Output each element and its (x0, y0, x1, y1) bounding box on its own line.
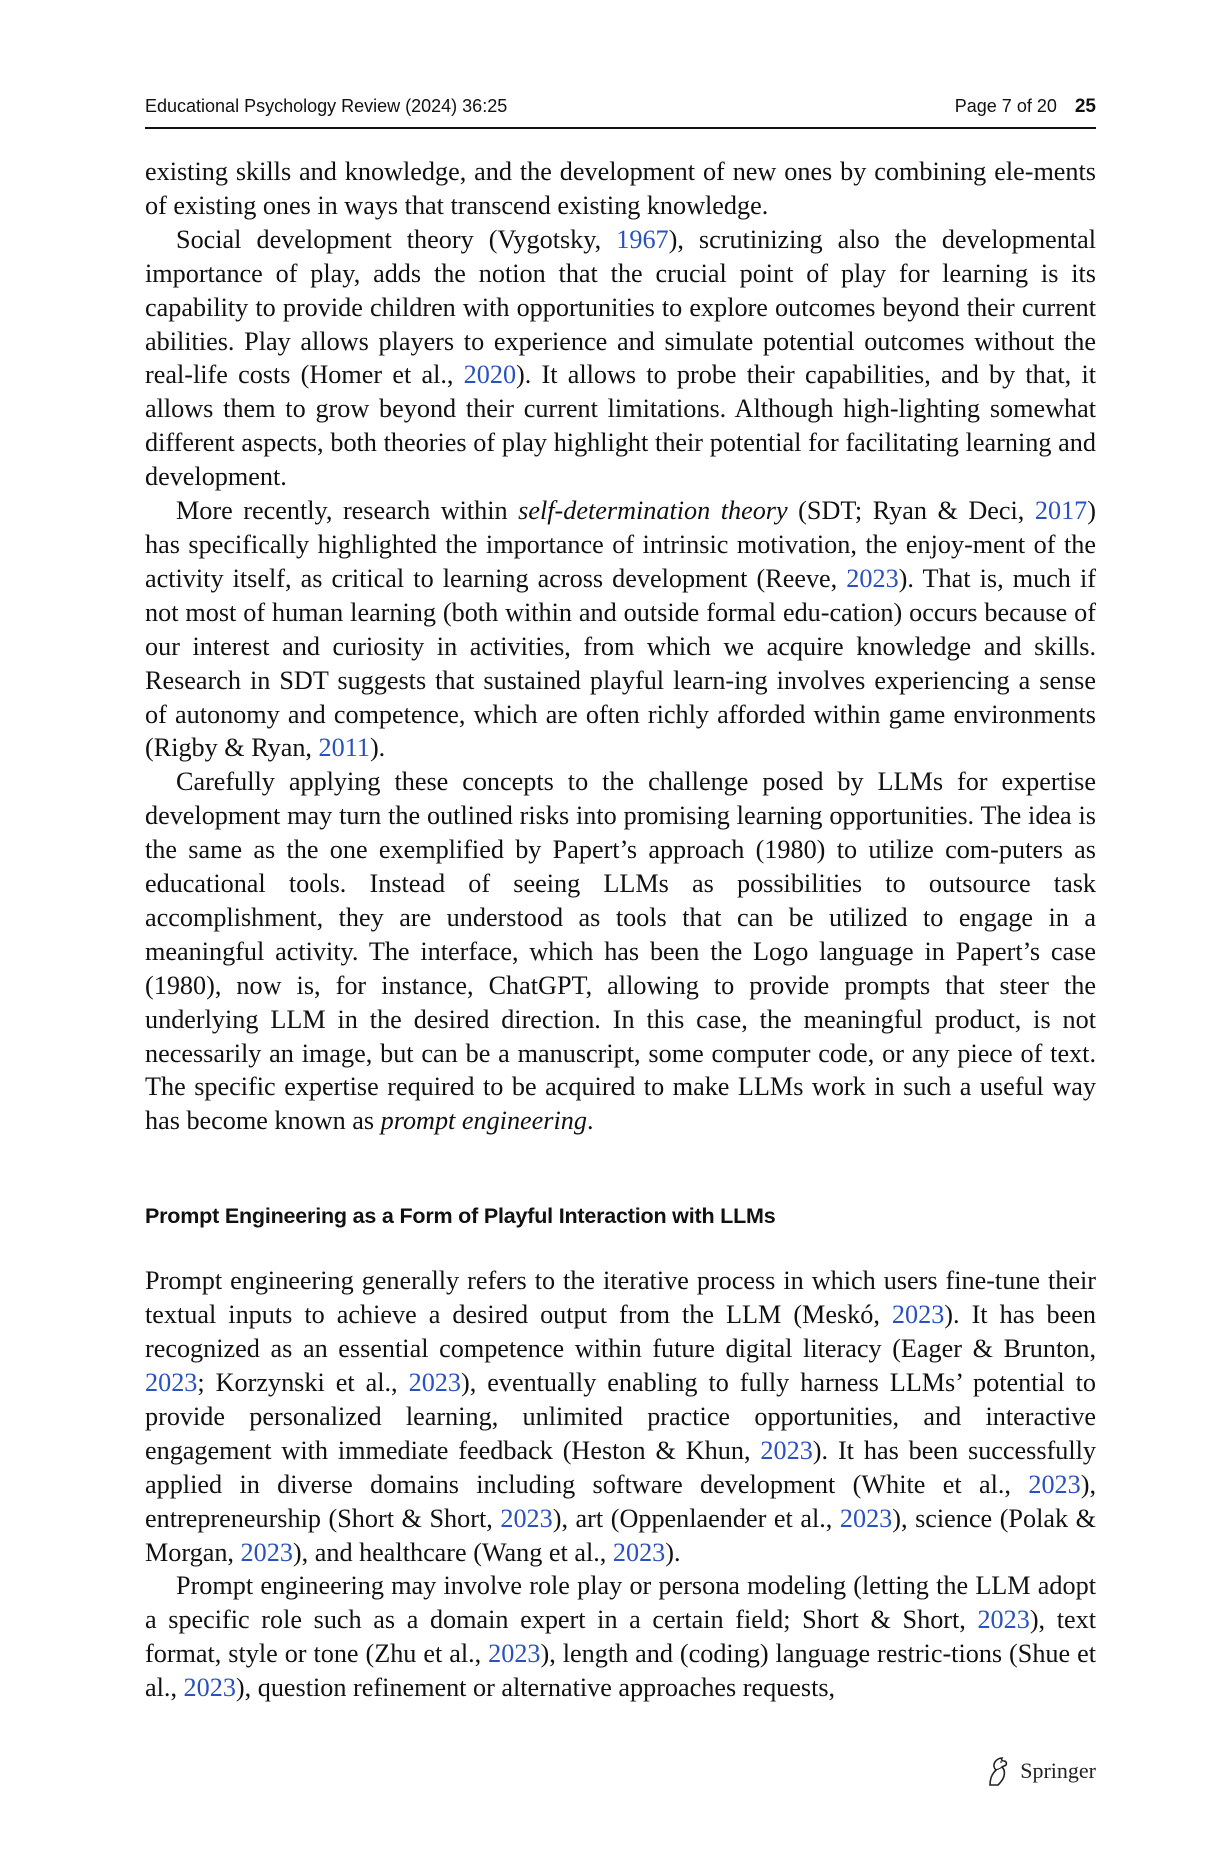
text-run: . (586, 1106, 594, 1136)
text-run: ). It has been successfully applied in diverse domains including software development (White et al., (145, 1435, 1096, 1499)
emphasis-text: prompt engineering (380, 1106, 587, 1136)
citation-link[interactable]: 2023 (1028, 1469, 1081, 1499)
text-run: ). That is, much if not most of human learning (both within and outside formal edu-cation) occurs because of our interest and curiosity in activities, from which we acquire knowledge and skills. Research in SDT suggests that sustained playful learn-ing involves experiencing a sense of autonomy and competence, which are often richly afforded within game environments (Rigby & Ryan, (145, 563, 1096, 763)
paragraph-5 (145, 1264, 1096, 1569)
main-text (145, 155, 1096, 1705)
text-run: ), art (Oppenlaender et al., (552, 1503, 840, 1533)
text-run: Social development theory (Vygotsky, (176, 224, 617, 254)
page-info (955, 96, 1096, 118)
citation-link[interactable]: 2023 (760, 1435, 813, 1465)
text-run: Carefully applying these concepts to the challenge posed by LLMs for expertise development may turn the outlined risks into promising learning opportunities. The idea is the same as the one exemplified by Papert’s approach (1980) to utilize com-puters as educational tools. Instead of seeing LLMs as possibilities to outsource task accomplishment, they are understood as tools that can be utilized to engage in a meaningful activity. The interface, which has been the Logo language in Papert’s case (1980), now is, for instance, ChatGPT, allowing to provide prompts that steer the underlying LLM in the desired direction. In this case, the meaningful product, is not necessarily an image, but can be a manuscript, some computer code, or any piece of text. The specific expertise required to be acquired to make LLMs work in such a useful way has become known as (145, 767, 1096, 1136)
emphasis-text: self-determination theory (518, 496, 788, 526)
citation-link[interactable]: 2011 (318, 733, 370, 763)
page-label: Page 7 of 20 (954, 96, 1057, 116)
text-run: ). (665, 1537, 681, 1567)
paragraph-2 (145, 223, 1096, 494)
text-run: More recently, research within (176, 496, 519, 526)
citation-link[interactable]: 1967 (616, 224, 669, 254)
text-run: ), length and (coding) language restric-tions (Shue et al., (145, 1639, 1096, 1703)
text-run: ) has specifically highlighted the importance of intrinsic motivation, the enjoy-ment of the activity itself, as critical to learning across development (Reeve, (145, 496, 1096, 593)
citation-link[interactable]: 2023 (408, 1368, 461, 1397)
paragraph-1 (145, 155, 1096, 223)
citation-link[interactable]: 2023 (839, 1503, 893, 1533)
paragraph-6 (145, 1569, 1096, 1705)
text-run: ), question refinement or alternative approaches requests, (235, 1673, 836, 1703)
running-header (145, 90, 1096, 124)
text-run: ; Korzynski et al., (197, 1368, 409, 1397)
text-run: ), text format, style or tone (Zhu et al., (145, 1605, 1096, 1669)
citation-link[interactable]: 2023 (240, 1537, 293, 1567)
text-run: ). It allows to probe their capabilities, and by that, it allows them to grow beyond their current limitations. Although high-lighting somewhat different aspects, both theories of play highlight their potential for facilitating learning and development. (145, 360, 1096, 492)
article-number: 25 (1074, 96, 1096, 117)
citation-link[interactable]: 2023 (145, 1368, 198, 1397)
text-run: ), scrutinizing also the developmental importance of play, adds the notion that the crucial point of play for learning is its capability to provide children with opportunities to explore outcomes beyond their current abilities. Play allows players to experience and simulate potential outcomes without the real-life costs (Homer et al., (145, 224, 1096, 390)
citation-link[interactable]: 2023 (488, 1639, 541, 1669)
text-run: ), eventually enabling to fully harness LLMs’ potential to provide personalized learning, unlimited practice opportunities, and interactive engagement with immediate feedback (Heston & Khun, (145, 1368, 1096, 1465)
citation-link[interactable]: 2023 (183, 1673, 236, 1703)
text-run: existing skills and knowledge, and the development of new ones by combining ele-ments of existing ones in ways that transcend existing knowledge. (145, 157, 1096, 220)
publisher-footer (984, 1755, 1096, 1787)
paragraph-4 (145, 765, 1096, 1138)
citation-link[interactable]: 2023 (500, 1503, 553, 1533)
citation-link[interactable]: 2023 (846, 563, 899, 593)
journal-citation: Educational Psychology Review (2024) 36:25 (145, 96, 508, 116)
citation-link[interactable]: 2017 (1034, 496, 1088, 526)
header-rule (145, 127, 1096, 129)
citation-link[interactable]: 2023 (891, 1300, 945, 1330)
text-run: Prompt engineering generally refers to the iterative process in which users fine-tune their textual inputs to achieve a desired output from the LLM (Meskó, (145, 1266, 1096, 1330)
text-run: ). (369, 733, 386, 763)
citation-link[interactable]: 2023 (977, 1605, 1030, 1635)
section-heading: Prompt Engineering as a Form of Playful Interaction with LLMs (145, 1204, 776, 1229)
text-run: ), and healthcare (Wang et al., (292, 1537, 613, 1567)
text-run: ), entrepreneurship (Short & Short, (145, 1469, 1096, 1533)
paragraph-3 (145, 494, 1096, 765)
text-run: (SDT; Ryan & Deci, (787, 496, 1035, 526)
citation-link[interactable]: 2023 (612, 1537, 666, 1567)
text-run: ). It has been recognized as an essential competence within future digital literacy (Eager & Brunton, (145, 1300, 1096, 1364)
text-run: ), science (Polak & Morgan, (145, 1503, 1097, 1567)
text-run: Prompt engineering may involve role play or persona modeling (letting the LLM adopt a specific role such as a domain expert in a certain field; Short & Short, (145, 1571, 1096, 1635)
springer-horse-icon (984, 1755, 1012, 1787)
citation-link[interactable]: 2020 (463, 360, 517, 390)
publisher-name: Springer (1020, 1758, 1096, 1783)
